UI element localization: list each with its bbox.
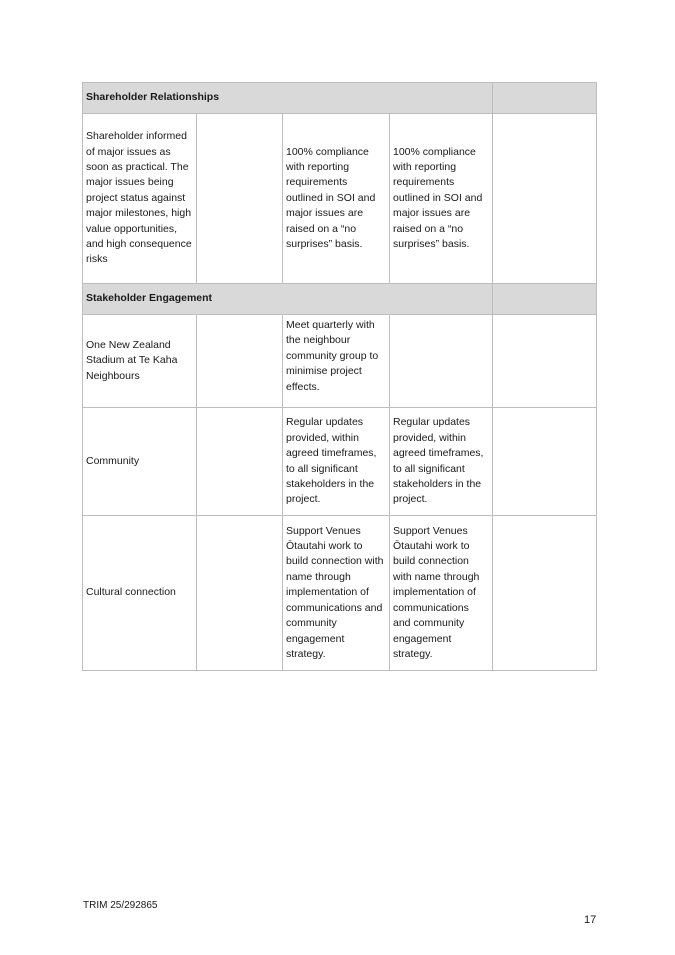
- table-cell: [197, 315, 283, 408]
- table-cell: [390, 315, 493, 408]
- row-label-cell: Shareholder informed of major issues as soon as practical. The major issues being project status against major milestones, high value opportunities, and high consequence risks: [83, 114, 197, 284]
- table-cell: Support Venues Ōtautahi work to build connection with name through implementation of communications and community engagement strategy.: [283, 516, 390, 671]
- table-cell: 100% compliance with reporting requirements outlined in SOI and major issues are raised on a “no surprises” basis.: [283, 114, 390, 284]
- table-cell: [493, 315, 597, 408]
- table-cell: [197, 114, 283, 284]
- page-number: 17: [584, 914, 597, 926]
- table-cell: [493, 114, 597, 284]
- table-cell: [197, 516, 283, 671]
- table-cell: Regular updates provided, within agreed timeframes, to all significant stakeholders in the project.: [283, 408, 390, 516]
- row-label-cell: Cultural connection: [83, 516, 197, 671]
- table-cell: 100% compliance with reporting requirements outlined in SOI and major issues are raised on a “no surprises” basis.: [390, 114, 493, 284]
- table-row: [83, 408, 597, 516]
- section-header-row: [83, 284, 597, 315]
- table-cell: [493, 516, 597, 671]
- row-label-cell: Community: [83, 408, 197, 516]
- section-header-empty-cell: [493, 284, 597, 315]
- trim-reference: TRIM 25/292865: [83, 900, 158, 911]
- table-cell: Regular updates provided, within agreed timeframes, to all significant stakeholders in the project.: [390, 408, 493, 516]
- table-cell: [493, 408, 597, 516]
- performance-table: [82, 82, 597, 671]
- table-cell: Support Venues Ōtautahi work to build connection with name through implementation of communications and community engagement strategy.: [390, 516, 493, 671]
- section-header-empty-cell: [493, 83, 597, 114]
- section-title: Stakeholder Engagement: [83, 284, 493, 315]
- table-cell: [197, 408, 283, 516]
- table-row: [83, 114, 597, 284]
- table-row: [83, 315, 597, 408]
- row-label-cell: One New Zealand Stadium at Te Kaha Neighbours: [83, 315, 197, 408]
- table-row: [83, 516, 597, 671]
- section-header-row: [83, 83, 597, 114]
- table-cell: Meet quarterly with the neighbour community group to minimise project effects.: [283, 315, 390, 408]
- section-title: Shareholder Relationships: [83, 83, 493, 114]
